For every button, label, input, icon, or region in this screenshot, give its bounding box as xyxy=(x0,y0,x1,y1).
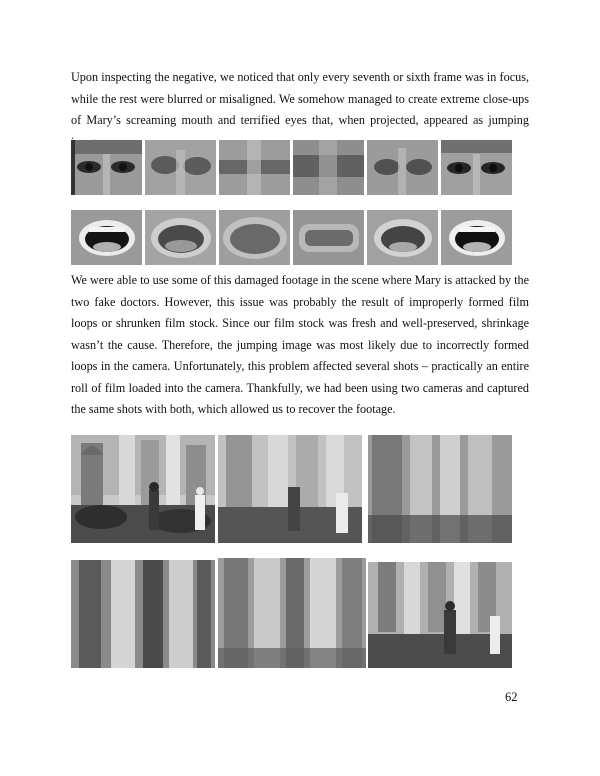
still-blurred-scene-4 xyxy=(218,558,366,668)
eye-frame-sharp-2 xyxy=(441,140,512,195)
still-recovered-scene xyxy=(368,562,512,668)
mouth-frame-sharp-2 xyxy=(441,210,512,265)
mouth-frame-blur-1 xyxy=(145,210,216,265)
mouth-frame-blur-2 xyxy=(219,210,290,265)
mouth-frame-blur-4 xyxy=(367,210,438,265)
mouth-frame-blur-3 xyxy=(293,210,364,265)
eye-frame-blur-4 xyxy=(367,140,438,195)
paragraph-1: Upon inspecting the negative, we noticed that only every seventh or sixth frame was in focus, while the rest were blurred or misaligned. We somehow managed to create extreme close-ups of Mary’s screaming mouth and terrified eyes that, when projected, appeared as jumping xyxy=(71,70,529,127)
eye-frame-blur-2 xyxy=(219,140,290,195)
eye-closeup-frames xyxy=(71,140,512,195)
page-number: 62 xyxy=(505,690,518,704)
still-blurred-scene-2 xyxy=(368,435,512,543)
eye-frame-blur-3 xyxy=(293,140,364,195)
eye-frame-sharp xyxy=(71,140,142,195)
mouth-frame-sharp xyxy=(71,210,142,265)
still-sharp-scene xyxy=(71,435,215,543)
still-blurred-scene-1 xyxy=(218,435,362,543)
still-blurred-scene-3 xyxy=(71,560,215,668)
paragraph-2: We were able to use some of this damaged footage in the scene where Mary is attacked by the two fake doctors. However, this issue was probably the result of improperly formed film loops or shrunken film stock. Since our film stock was fresh and well-preserved, shrinkage wasn’t the cause. Therefore, the jumping image was most likely due to incorrectly formed loops in the camera. Unfortunately, this problem affected several shots – practically an entire roll of film loaded into the camera. Thankfully, we had been using two cameras and captured the same shots with both, which allowed us to recover the footage. xyxy=(71,273,529,416)
mouth-closeup-frames xyxy=(71,210,512,265)
eye-frame-blur-1 xyxy=(145,140,216,195)
